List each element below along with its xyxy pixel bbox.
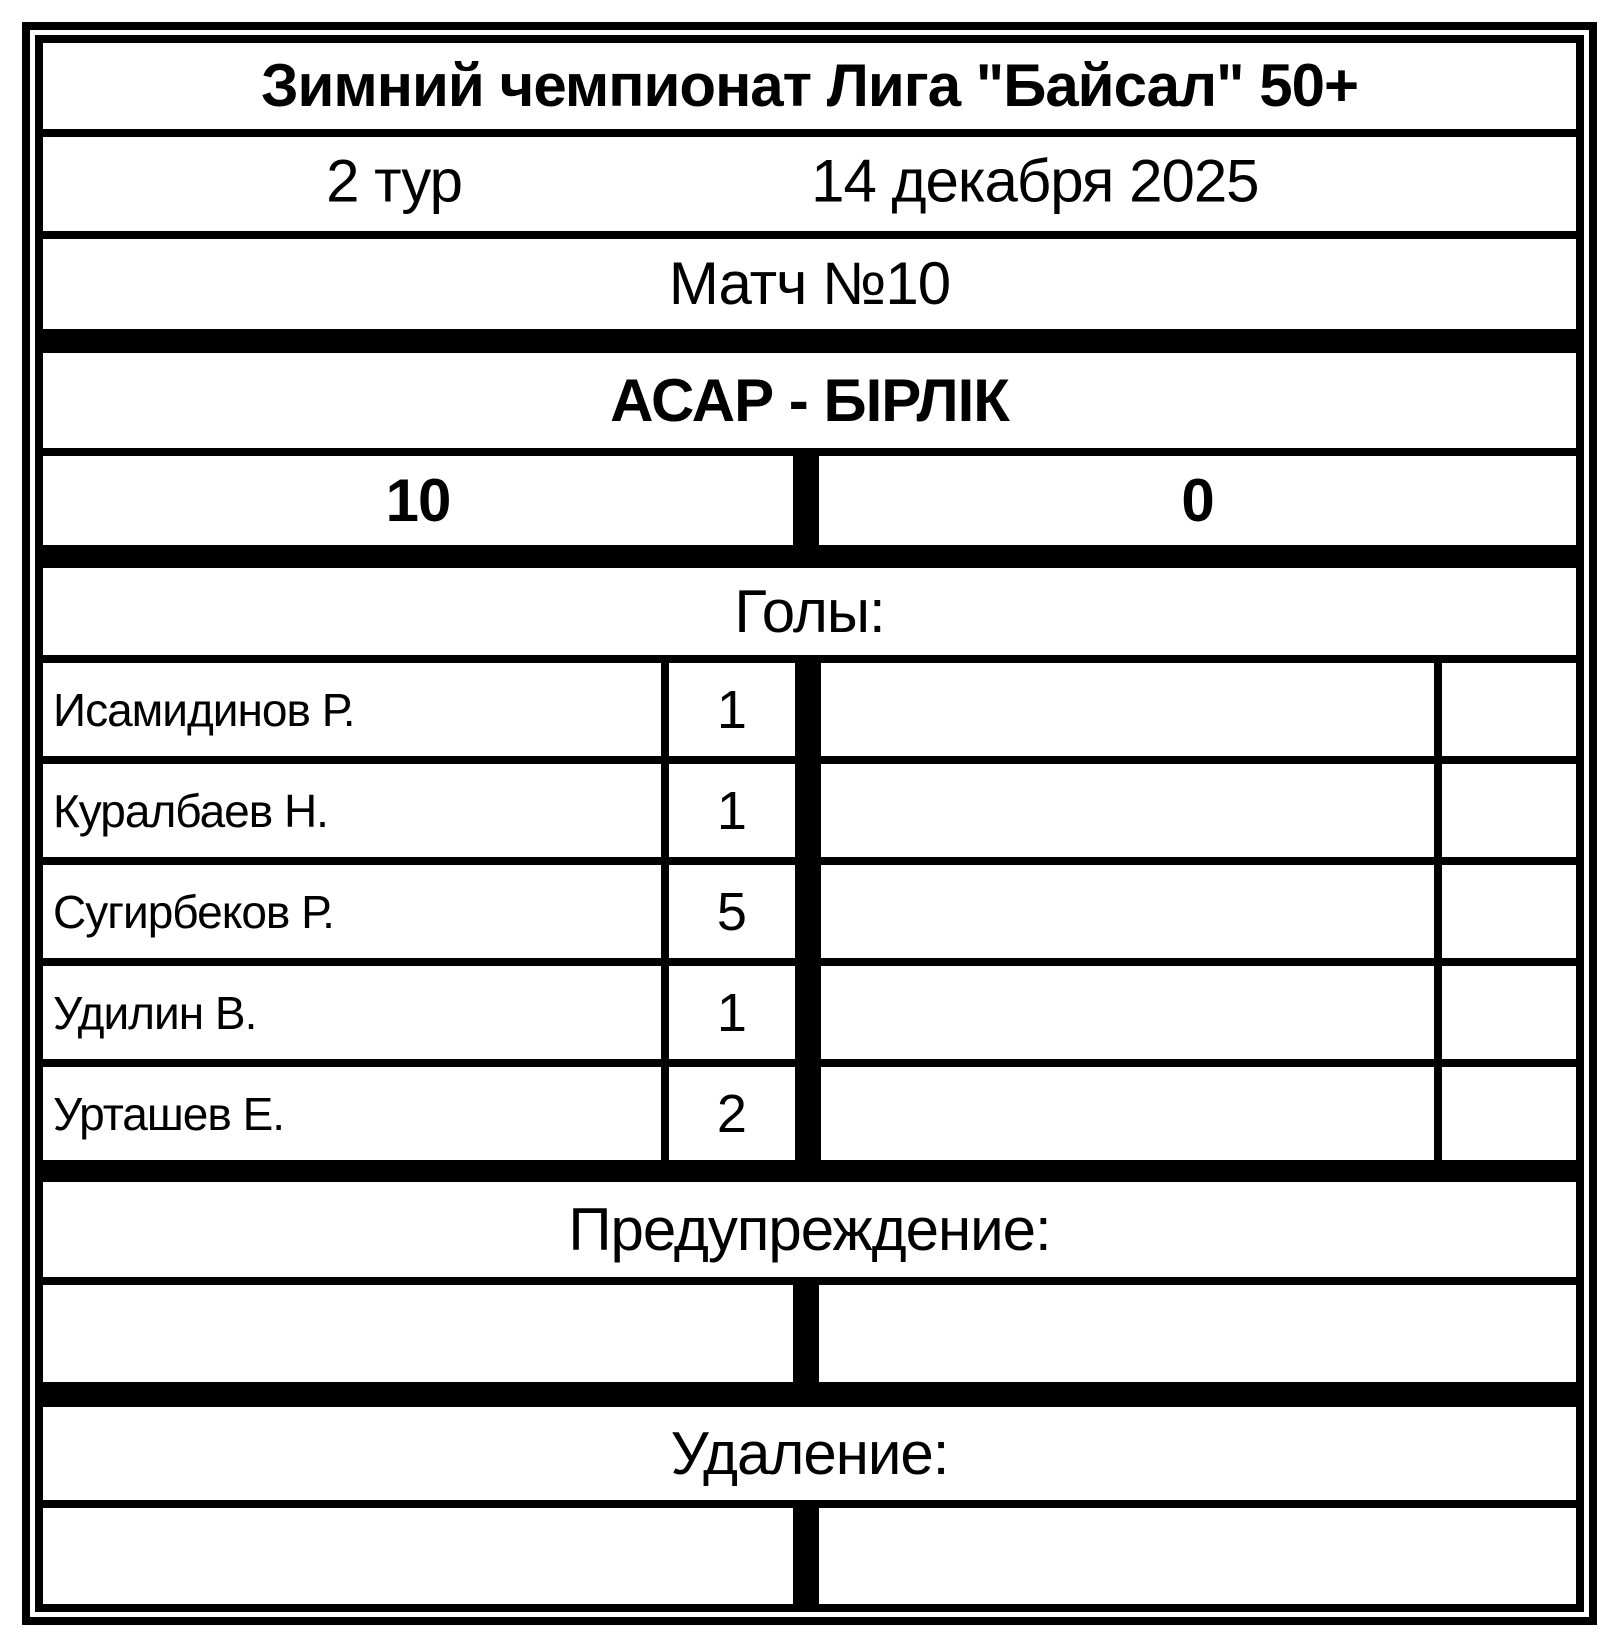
warnings-section-label: Предупреждение:	[568, 1195, 1051, 1263]
home-goal-count-cell	[669, 764, 795, 857]
home-scorer-name: Сугирбеков Р.	[53, 885, 334, 938]
home-send-offs-cell	[43, 1508, 793, 1604]
away-scorer-name-cell	[821, 1067, 1442, 1160]
center-divider	[793, 1508, 819, 1604]
match-number: Матч №10	[668, 250, 951, 317]
goal-row	[43, 764, 1576, 865]
away-scorer-name-cell	[821, 663, 1442, 756]
home-goal-count: 5	[716, 881, 747, 942]
protocol-table	[35, 35, 1584, 1612]
home-goal-count-cell	[669, 966, 795, 1059]
home-goal-count: 1	[716, 780, 747, 841]
goal-row	[43, 1067, 1576, 1160]
round-date-row	[43, 137, 1576, 239]
match-number-row	[43, 239, 1576, 329]
center-divider	[795, 663, 821, 756]
home-goal-count-cell	[669, 663, 795, 756]
away-goal-count-cell	[1442, 1067, 1576, 1160]
center-divider	[793, 1285, 819, 1382]
center-divider	[793, 456, 819, 545]
home-scorer-name-cell	[43, 1067, 669, 1160]
away-send-offs-cell	[819, 1508, 1576, 1604]
teams-row	[43, 353, 1576, 456]
center-divider	[795, 865, 821, 958]
away-scorer-name-cell	[821, 764, 1442, 857]
home-scorer-name: Урташев Е.	[53, 1087, 285, 1140]
away-goal-count-cell	[1442, 966, 1576, 1059]
goal-row	[43, 663, 1576, 764]
home-scorer-name: Исамидинов Р.	[53, 683, 355, 736]
goal-row	[43, 865, 1576, 966]
away-score: 0	[1181, 466, 1214, 534]
separator-band	[43, 1160, 1576, 1182]
away-goal-count-cell	[1442, 865, 1576, 958]
away-goal-count-cell	[1442, 764, 1576, 857]
home-scorer-name: Удилин В.	[53, 986, 257, 1039]
separator-band	[43, 329, 1576, 353]
separator-band	[43, 1382, 1576, 1407]
goals-section-header	[43, 568, 1576, 663]
teams-label: АСАР - БІРЛІК	[610, 366, 1009, 434]
outer-frame	[22, 22, 1597, 1625]
center-divider	[795, 764, 821, 857]
separator-band	[43, 545, 1576, 568]
home-scorer-name-cell	[43, 966, 669, 1059]
match-date: 14 декабря 2025	[811, 147, 1259, 215]
goal-row	[43, 966, 1576, 1067]
center-divider	[795, 1067, 821, 1160]
away-scorer-name-cell	[821, 966, 1442, 1059]
home-score-cell	[43, 456, 793, 545]
tournament-title: Зимний чемпионат Лига "Байсал" 50+	[260, 52, 1359, 119]
home-goal-count-cell	[669, 865, 795, 958]
away-goal-count-cell	[1442, 663, 1576, 756]
home-goal-count: 1	[716, 679, 747, 740]
score-row	[43, 456, 1576, 545]
away-score-cell	[819, 456, 1576, 545]
send-offs-section-header	[43, 1407, 1576, 1508]
away-warnings-cell	[819, 1285, 1576, 1382]
warnings-section-header	[43, 1182, 1576, 1285]
home-goal-count: 1	[716, 982, 747, 1043]
send-offs-section-label: Удаление:	[670, 1419, 949, 1487]
center-divider	[795, 966, 821, 1059]
warnings-row	[43, 1285, 1576, 1382]
away-scorer-name-cell	[821, 865, 1442, 958]
round-label: 2 тур	[326, 147, 462, 215]
home-scorer-name-cell	[43, 663, 669, 756]
home-score: 10	[385, 466, 451, 534]
home-scorer-name-cell	[43, 764, 669, 857]
home-goal-count-cell	[669, 1067, 795, 1160]
send-offs-row	[43, 1508, 1576, 1604]
tournament-title-row	[43, 43, 1576, 137]
home-scorer-name: Куралбаев Н.	[53, 784, 328, 837]
home-goal-count: 2	[716, 1083, 747, 1144]
goals-section-label: Голы:	[734, 577, 885, 645]
home-scorer-name-cell	[43, 865, 669, 958]
home-warnings-cell	[43, 1285, 793, 1382]
